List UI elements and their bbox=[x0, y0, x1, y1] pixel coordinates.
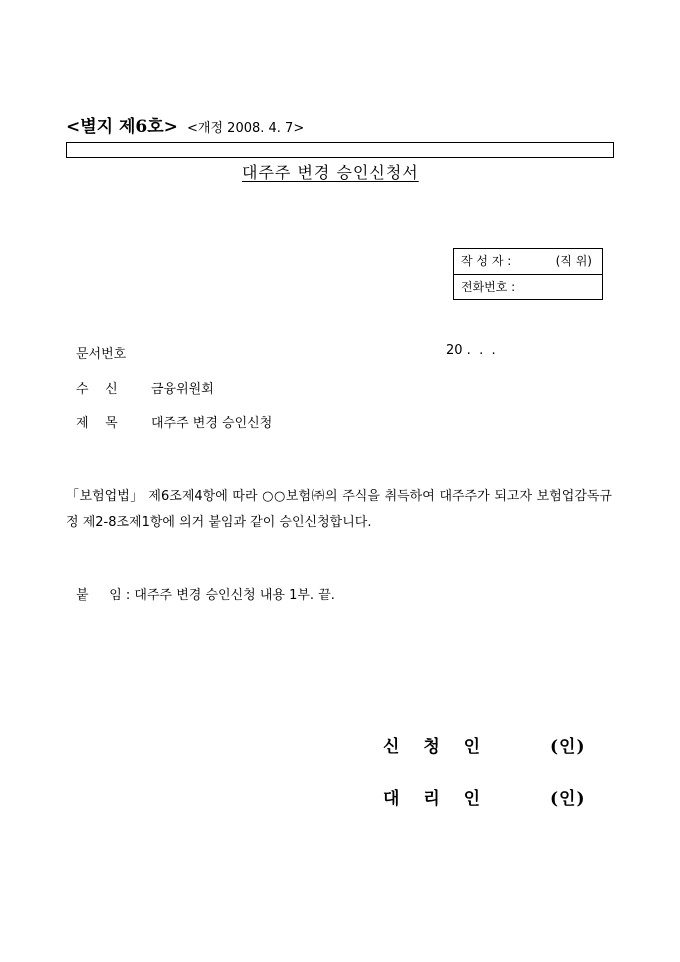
attachment-text: : 대주주 변경 승인신청 내용 1부. 끝. bbox=[125, 588, 335, 603]
body-paragraph: 「보험업법」 제6조제4항에 따라 ○○보험㈜의 주식을 취득하여 대주주가 되고자 보험업감독규정 제2-8조제1항에 의거 붙임과 같이 승인신청합니다. bbox=[66, 489, 612, 530]
document-title: 대주주 변경 승인신청서 bbox=[242, 163, 419, 182]
subject-value: 대주주 변경 승인신청 bbox=[151, 416, 273, 431]
header-divider-box bbox=[66, 142, 614, 158]
recipient-value: 금융위원회 bbox=[151, 382, 214, 397]
revision-date: <개정 2008. 4. 7> bbox=[187, 121, 305, 136]
phone-row bbox=[454, 274, 602, 299]
attachment-line bbox=[76, 584, 335, 603]
form-header bbox=[66, 112, 304, 137]
attachment-label: 붙 임 bbox=[76, 588, 122, 603]
doc-number-label: 문서번호 bbox=[76, 347, 127, 362]
recipient-label: 수 신 bbox=[76, 382, 118, 397]
applicant-seal: (인) bbox=[550, 737, 586, 757]
form-number: <별지 제6호> bbox=[66, 117, 178, 137]
representative-label: 대 리 인 bbox=[383, 789, 490, 809]
writer-row bbox=[454, 249, 602, 274]
subject-label: 제 목 bbox=[76, 416, 118, 431]
applicant-label: 신 청 인 bbox=[383, 737, 490, 757]
phone-label: 전화번호 : bbox=[461, 280, 516, 294]
representative-seal: (인) bbox=[550, 789, 586, 809]
position-label: (직 위) bbox=[555, 254, 592, 268]
writer-info-box bbox=[453, 248, 603, 300]
date-field: 20 . . . bbox=[446, 343, 496, 358]
writer-label: 작 성 자 : bbox=[461, 254, 512, 268]
